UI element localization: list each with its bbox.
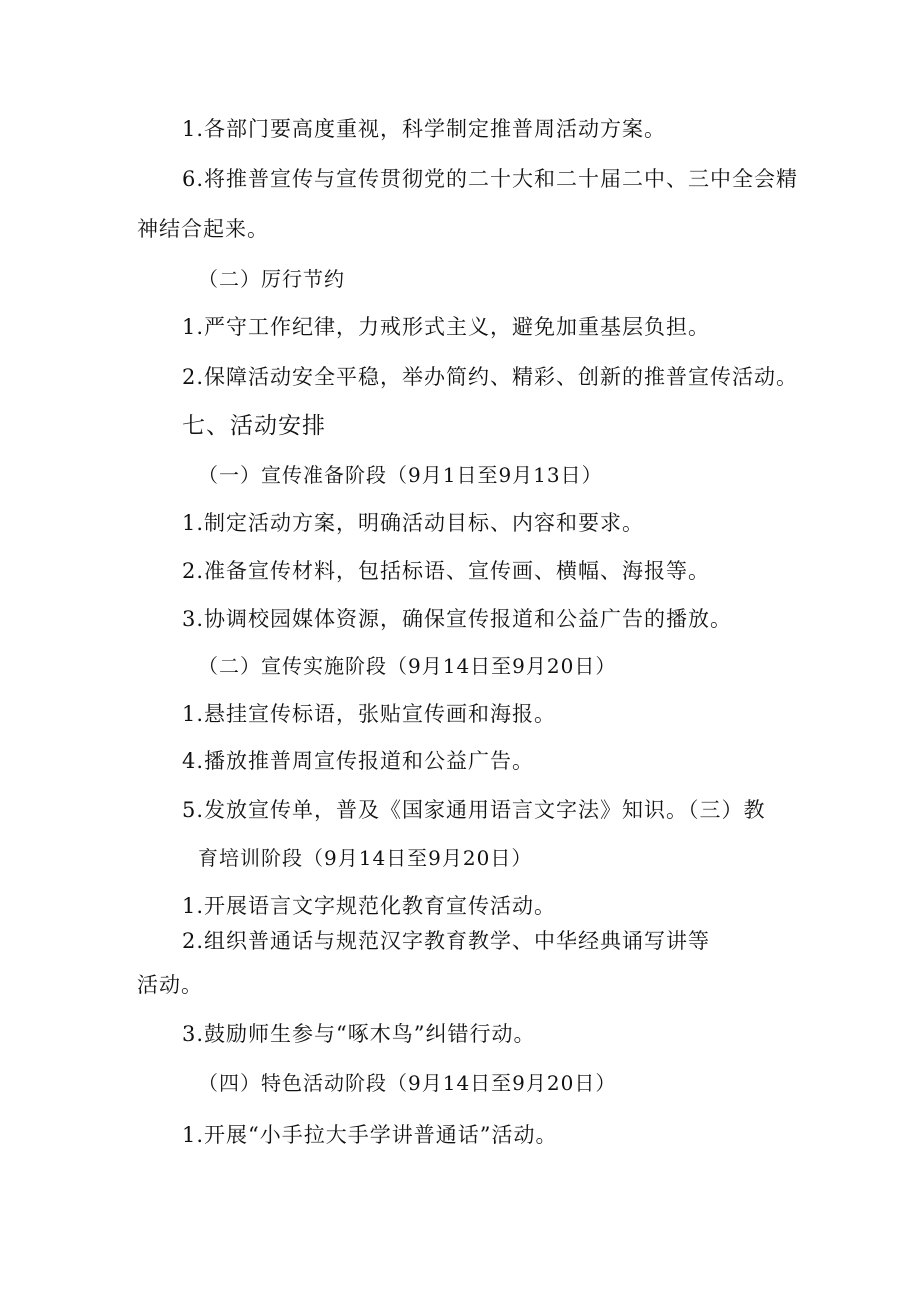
text-line: 2.准备宣传材料，包括标语、宣传画、横幅、海报等。 <box>182 559 711 583</box>
text-line: 5.发放宣传单，普及《国家通用语言文字法》知识。（三）教 <box>182 798 766 822</box>
section-subheading: （二）厉行节约 <box>198 267 345 291</box>
section-subheading: （二）宣传实施阶段（9月14日至9月20日） <box>198 654 617 678</box>
text-line: 1.悬挂宣传标语，张贴宣传画和海报。 <box>182 702 557 726</box>
section-heading: 七、活动安排 <box>182 413 326 439</box>
text-line: 1.各部门要高度重视，科学制定推普周活动方案。 <box>182 117 667 141</box>
text-line: 神结合起来。 <box>137 217 269 241</box>
section-subheading: （四）特色活动阶段（9月14日至9月20日） <box>198 1071 617 1095</box>
text-line: 4.播放推普周宣传报道和公益广告。 <box>182 749 535 773</box>
text-line: 活动。 <box>137 973 203 997</box>
section-subheading: 育培训阶段（9月14日至9月20日） <box>198 846 533 870</box>
text-line: 2.组织普通话与规范汉字教育教学、中华经典诵写讲等 <box>182 929 711 953</box>
text-line: 1.制定活动方案，明确活动目标、内容和要求。 <box>182 511 645 535</box>
section-subheading: （一）宣传准备阶段（9月1日至9月13日） <box>198 463 603 487</box>
text-line: 6.将推普宣传与宣传贯彻党的二十大和二十届二中、三中全会精 <box>182 167 799 191</box>
text-line: 3.协调校园媒体资源，确保宣传报道和公益广告的播放。 <box>182 607 733 631</box>
text-line: 1.严守工作纪律，力戒形式主义，避免加重基层负担。 <box>182 315 711 339</box>
text-line: 1.开展“小手拉大手学讲普通话”活动。 <box>182 1123 558 1147</box>
text-line: 2.保障活动安全平稳，举办简约、精彩、创新的推普宣传活动。 <box>182 365 799 389</box>
text-line: 1.开展语言文字规范化教育宣传活动。 <box>182 894 557 918</box>
text-line: 3.鼓励师生参与“啄木鸟”纠错行动。 <box>182 1022 536 1046</box>
